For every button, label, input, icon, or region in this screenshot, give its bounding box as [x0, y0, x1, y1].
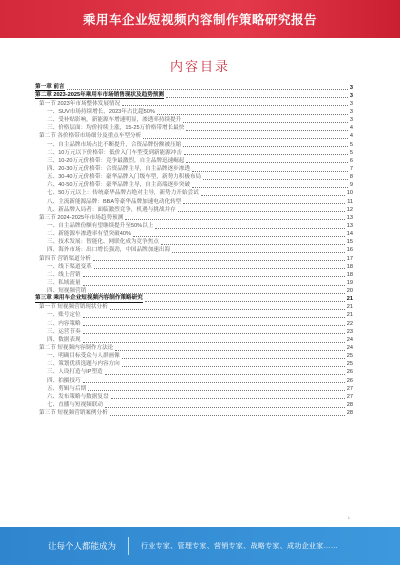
toc-entry-label: 第一节 2023年市场整体发展情况 — [39, 100, 121, 107]
toc-subsection-entry[interactable] — [35, 311, 353, 319]
toc-entry-page: 18 — [346, 263, 353, 270]
toc-leader-dots — [155, 227, 344, 229]
toc-entry-label: 第二节 各价格带市场细分及重点车型分析 — [39, 133, 142, 140]
toc-entry-label: 一、自主品牌份额有望继续提升至50%以上 — [47, 222, 154, 229]
toc-leader-dots — [183, 145, 348, 147]
footer-slogan: 让每个人都能成为 — [48, 541, 117, 551]
toc-entry-label: 六、发布策略与数据复盘 — [47, 393, 109, 400]
toc-entry-page: 3 — [349, 84, 353, 91]
toc-entry-page: 27 — [346, 393, 353, 400]
toc-entry-label: 二、新能源车渗透率有望突破40% — [47, 231, 131, 238]
footer-bar — [0, 527, 400, 565]
toc-leader-dots — [83, 284, 345, 286]
toc-entry-label: 二、策划优质选题与内容方向 — [47, 361, 120, 368]
toc-entry-page: 14 — [346, 231, 353, 238]
toc-entry-label: 第二章 2023-2025年乘用车市场销售现状及趋势预测 — [35, 91, 164, 98]
toc-entry-label: 三、私域流量 — [47, 279, 81, 286]
toc-entry-page: 8 — [349, 174, 353, 181]
toc-leader-dots — [83, 381, 345, 383]
toc-entry-label: 第三节 短视频营销案例分析 — [39, 410, 108, 417]
header-bar — [0, 0, 400, 38]
toc-entry-page: 24 — [346, 345, 353, 352]
toc-leader-dots — [184, 153, 348, 155]
toc-entry-page: 7 — [349, 165, 353, 172]
footer-divider — [128, 537, 129, 555]
toc-leader-dots — [83, 332, 345, 334]
toc-entry-label: 二、受补贴影响，新能源车增速明显，渗透率持续提升 — [47, 117, 182, 124]
toc-subsection-entry[interactable] — [35, 376, 353, 384]
toc-subsection-entry[interactable] — [35, 278, 353, 286]
toc-entry-page: 20 — [346, 288, 353, 295]
toc-entry-label: 第四节 营销渠道分析 — [39, 255, 91, 262]
toc-subsection-entry[interactable] — [35, 230, 353, 238]
toc-leader-dots — [192, 170, 348, 172]
toc-subsection-entry[interactable] — [35, 140, 353, 148]
toc-chapter-entry[interactable] — [35, 295, 353, 303]
toc-entry-page: 11 — [347, 198, 353, 205]
toc-entry-page: 3 — [349, 100, 353, 107]
toc-entry-label: 三、价格层面：均价持续上涨，15-25万价格带增长最快 — [47, 125, 185, 132]
toc-entry-label: 三、人设打造与IP塑造 — [47, 369, 103, 376]
toc-entry-label: 第二节 短视频内容制作方法论 — [39, 345, 114, 352]
toc-chapter-entry[interactable] — [35, 91, 353, 99]
toc-entry-label: 一、SUV市场持续增长，2023年占比超50% — [47, 108, 155, 115]
toc-entry-page: 16 — [346, 247, 353, 254]
toc-entry-label: 三、技术发展：智能化、网联化成为竞争焦点 — [47, 239, 159, 246]
toc-entry-label: 二、内容策略 — [47, 320, 81, 327]
toc-subsection-entry[interactable] — [35, 287, 353, 295]
toc-leader-dots — [178, 210, 345, 212]
toc-leader-dots — [111, 397, 345, 399]
toc-entry-label: 七、50万元以上：传统豪华品牌占绝对主导，新势力开始尝试 — [47, 190, 199, 197]
toc-entry-label: 二、线上营销 — [47, 271, 81, 278]
toc-leader-dots — [203, 178, 348, 180]
toc-entry-label: 五、剪辑与后期 — [47, 385, 87, 392]
toc-subsection-entry[interactable] — [35, 352, 353, 360]
toc-entry-label: 第三章 乘用车企业短视频内容制作策略研究 — [35, 295, 143, 302]
toc-entry-label: 第三节 2024-2025年市场趋势预测 — [39, 214, 124, 221]
toc-subsection-entry[interactable] — [35, 270, 353, 278]
toc-section-entry[interactable] — [35, 303, 353, 311]
toc-subsection-entry[interactable] — [35, 116, 353, 124]
toc-leader-dots — [105, 373, 345, 375]
toc-entry-label: 三、10-20万元价格带：竞争最激烈，自主品牌迅速崛起 — [47, 157, 185, 164]
toc-subsection-entry[interactable] — [35, 368, 353, 376]
page-number: 1 — [347, 515, 350, 520]
toc-entry-label: 一、明确目标受众与人群画像 — [47, 353, 120, 360]
toc-subsection-entry[interactable] — [35, 327, 353, 335]
toc-leader-dots — [192, 186, 348, 188]
toc-subsection-entry[interactable] — [35, 124, 353, 132]
toc-section-entry[interactable] — [35, 213, 353, 221]
toc-entry-label: 四、海外市场：出口增长强劲，中国品牌加速出海 — [47, 247, 171, 254]
toc-title: 内容目录 — [169, 59, 230, 74]
toc-entry-page: 15 — [346, 239, 353, 246]
footer-roles: 行业专家、管理专家、营销专家、战略专家、成功企业家…… — [141, 543, 339, 550]
toc-leader-dots — [172, 251, 345, 253]
toc-entry-label: 第一节 短视频营销现状分析 — [39, 304, 108, 311]
toc-leader-dots — [161, 243, 345, 245]
toc-entry-label: 四、短视频营销 — [47, 288, 87, 295]
toc-entry-page: 21 — [346, 312, 353, 319]
toc-subsection-entry[interactable] — [35, 335, 353, 343]
toc-leader-dots — [83, 275, 345, 277]
toc-subsection-entry[interactable] — [35, 197, 353, 205]
toc-subsection-entry[interactable] — [35, 319, 353, 327]
toc-entry-label: 一、自主品牌市场占比不断提升，合资品牌份额被压缩 — [47, 141, 182, 148]
toc-leader-dots — [186, 129, 348, 131]
toc-leader-dots — [83, 316, 345, 318]
toc-leader-dots — [201, 194, 345, 196]
toc-section-entry[interactable] — [35, 99, 353, 107]
toc-subsection-entry[interactable] — [35, 238, 353, 246]
toc-entry-page: 3 — [349, 92, 353, 99]
toc-subsection-entry[interactable] — [35, 360, 353, 368]
toc-subsection-entry[interactable] — [35, 392, 353, 400]
toc-leader-dots — [186, 161, 348, 163]
toc-leader-dots — [110, 414, 345, 416]
toc-entry-page: 26 — [346, 369, 353, 376]
toc-entry-page: 28 — [346, 402, 353, 409]
toc-leader-dots — [125, 218, 345, 220]
toc-entry-label: 第一章 前言 — [35, 83, 65, 90]
toc-subsection-entry[interactable] — [35, 400, 353, 408]
toc-entry-page: 19 — [346, 279, 353, 286]
toc-subsection-entry[interactable] — [35, 246, 353, 254]
toc-entry-page: 9 — [349, 182, 353, 189]
toc-entry-page: 17 — [346, 255, 353, 262]
toc-entry-page: 5 — [349, 141, 353, 148]
table-of-contents — [35, 83, 353, 417]
toc-section-entry[interactable] — [35, 132, 353, 140]
toc-leader-dots — [183, 121, 348, 123]
toc-leader-dots — [93, 259, 345, 261]
toc-leader-dots — [83, 324, 345, 326]
toc-entry-page: 12 — [346, 206, 353, 213]
toc-entry-page: 25 — [346, 361, 353, 368]
toc-section-entry[interactable] — [35, 344, 353, 352]
toc-subsection-entry[interactable] — [35, 173, 353, 181]
toc-subsection-entry[interactable] — [35, 189, 353, 197]
toc-subsection-entry[interactable] — [35, 221, 353, 229]
toc-entry-page: 13 — [346, 214, 353, 221]
toc-entry-page: 4 — [349, 133, 353, 140]
toc-entry-label: 三、运营节奏 — [47, 328, 81, 335]
toc-entry-label: 一、账号定位 — [47, 312, 81, 319]
toc-entry-label: 四、数据表现 — [47, 336, 81, 343]
toc-section-entry[interactable] — [35, 409, 353, 417]
toc-entry-label: 八、主流新能源品牌：BBA等豪华品牌加速电动化转型 — [47, 198, 182, 205]
toc-entry-page: 10 — [346, 190, 353, 197]
toc-leader-dots — [115, 349, 344, 351]
toc-entry-page: 28 — [346, 410, 353, 417]
toc-subsection-entry[interactable] — [35, 164, 353, 172]
toc-leader-dots — [122, 365, 345, 367]
toc-entry-page: 3 — [349, 108, 353, 115]
toc-entry-label: 四、拍摄技巧 — [47, 377, 81, 384]
toc-leader-dots — [105, 406, 345, 408]
report-title: 乘用车企业短视频内容制作策略研究报告 — [82, 13, 317, 27]
toc-subsection-entry[interactable] — [35, 156, 353, 164]
toc-entry-label: 二、10万元以下价格带：低价入门车型受到新能源冲击 — [47, 149, 182, 156]
toc-entry-page: 13 — [346, 222, 353, 229]
toc-entry-page: 24 — [346, 336, 353, 343]
toc-leader-dots — [143, 137, 348, 139]
toc-entry-page: 18 — [346, 271, 353, 278]
toc-subsection-entry[interactable] — [35, 262, 353, 270]
toc-entry-page: 3 — [349, 117, 353, 124]
toc-leader-dots — [183, 202, 345, 204]
toc-leader-dots — [94, 267, 345, 269]
toc-leader-dots — [157, 113, 348, 115]
toc-leader-dots — [166, 96, 348, 98]
toc-leader-dots — [88, 389, 345, 391]
toc-leader-dots — [145, 300, 345, 302]
toc-subsection-entry[interactable] — [35, 107, 353, 115]
toc-entry-page: 4 — [349, 125, 353, 132]
toc-entry-page: 22 — [346, 320, 353, 327]
toc-leader-dots — [122, 357, 345, 359]
toc-leader-dots — [110, 308, 345, 310]
toc-subsection-entry[interactable] — [35, 384, 353, 392]
toc-subsection-entry[interactable] — [35, 205, 353, 213]
toc-entry-page: 27 — [346, 385, 353, 392]
toc-section-entry[interactable] — [35, 254, 353, 262]
toc-entry-label: 四、20-30万元价格带：合资品牌主导，自主品牌逐步渗透 — [47, 165, 190, 172]
toc-leader-dots — [83, 341, 345, 343]
toc-entry-page: 21 — [346, 296, 353, 303]
toc-leader-dots — [133, 235, 345, 237]
toc-leader-dots — [67, 88, 348, 90]
toc-entry-label: 一、线下渠道变革 — [47, 263, 92, 270]
toc-entry-page: 23 — [346, 328, 353, 335]
toc-entry-label: 六、40-50万元价格带：豪华品牌主导，自主高端逐步突破 — [47, 182, 190, 189]
toc-entry-page: 6 — [349, 157, 353, 164]
toc-subsection-entry[interactable] — [35, 181, 353, 189]
toc-entry-label: 九、新品牌入局者：面临激烈竞争，机遇与挑战并存 — [47, 206, 176, 213]
toc-chapter-entry[interactable] — [35, 83, 353, 91]
toc-entry-page: 25 — [346, 353, 353, 360]
toc-entry-label: 五、30-40万元价格带：豪华品牌入门级车型，新势力积极布局 — [47, 174, 202, 181]
toc-entry-page: 5 — [349, 149, 353, 156]
toc-leader-dots — [88, 292, 345, 294]
toc-leader-dots — [122, 104, 348, 106]
toc-entry-label: 七、直播与短视频联动 — [47, 402, 103, 409]
toc-entry-page: 21 — [346, 304, 353, 311]
toc-entry-page: 26 — [346, 377, 353, 384]
toc-subsection-entry[interactable] — [35, 148, 353, 156]
